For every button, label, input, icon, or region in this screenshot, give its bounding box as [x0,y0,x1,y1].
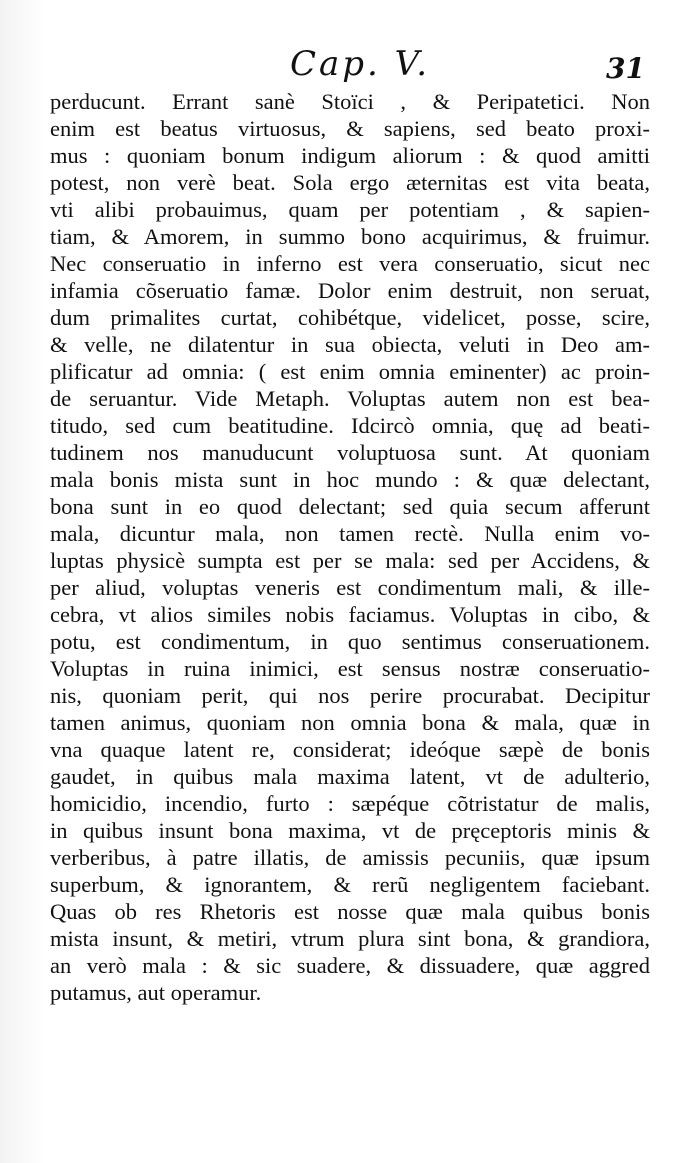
text-line: bona sunt in eo quod delectant; sed quia secum afferunt [50,494,650,519]
text-line: vti alibi probauimus, quam per potentiam , & sapien- [50,197,650,222]
text-line: verberibus, à patre illatis, de amissis pecuniis, quæ ipsum [50,845,650,870]
text-line: potest, non verè beat. Sola ergo æternitas est vita beata, [50,170,650,195]
text-line: potu, est condimentum, in quo sentimus conseruationem. [50,629,650,654]
text-line: de seruantur. Vide Metaph. Voluptas autem non est bea- [50,386,650,411]
text-line: dum primalites curtat, cohibétque, videlicet, posse, scire, [50,305,650,330]
text-line: enim est beatus virtuosus, & sapiens, sed beato proxi- [50,116,650,141]
text-line: putamus, aut operamur. [50,980,262,1005]
text-line: mista insunt, & metiri, vtrum plura sint bona, & grandiora, [50,926,650,951]
text-line: perducunt. Errant sanè Stoïci , & Peripatetici. Non [50,89,650,114]
page-gutter-shadow [0,0,46,1163]
text-line: tiam, & Amorem, in summo bono acquirimus, & fruimur. [50,224,650,249]
text-line: mala, dicuntur mala, non tamen rectè. Nulla enim vo- [50,521,650,546]
running-title: Cap. V. [290,44,431,84]
text-line: per aliud, voluptas veneris est condimentum mali, & ille- [50,575,650,600]
text-line: Voluptas in ruina inimici, est sensus nostræ conseruatio- [50,656,650,681]
text-line: homicidio, incendio, furto : sæpéque cõtristatur de malis, [50,791,650,816]
text-line: & velle, ne dilatentur in sua obiecta, veluti in Deo am- [50,332,650,357]
text-line: vna quaque latent re, considerat; ideóque sæpè de bonis [50,737,650,762]
text-line: Nec conseruatio in inferno est vera conseruatio, sicut nec [50,251,650,276]
text-line: nis, quoniam perit, qui nos perire procurabat. Decipitur [50,683,650,708]
text-line: mala bonis mista sunt in hoc mundo : & quæ delectant, [50,467,650,492]
text-line: luptas physicè sumpta est per se mala: sed per Accidens, & [50,548,650,573]
text-line: infamia cõseruatio famæ. Dolor enim destruit, non seruat, [50,278,650,303]
text-line: plificatur ad omnia: ( est enim omnia eminenter) ac proin- [50,359,650,384]
body-text [50,88,650,1006]
text-line: an verò mala : & sic suadere, & dissuadere, quæ aggred [50,953,650,978]
text-line: titudo, sed cum beatitudine. Idcircò omnia, quę ad beati- [50,413,650,438]
text-line: gaudet, in quibus mala maxima latent, vt de adulterio, [50,764,650,789]
text-line: Quas ob res Rhetoris est nosse quæ mala quibus bonis [50,899,650,924]
text-line: superbum, & ignorantem, & rerũ negligentem faciebant. [50,872,650,897]
text-line: tamen animus, quoniam non omnia bona & mala, quæ in [50,710,650,735]
text-line: mus : quoniam bonum indigum aliorum : & quod amitti [50,143,650,168]
text-line: tudinem nos manuducunt voluptuosa sunt. At quoniam [50,440,650,465]
text-line: cebra, vt alios similes nobis faciamus. Voluptas in cibo, & [50,602,650,627]
page-number: 31 [606,52,645,85]
text-line: in quibus insunt bona maxima, vt de pręceptoris minis & [50,818,650,843]
